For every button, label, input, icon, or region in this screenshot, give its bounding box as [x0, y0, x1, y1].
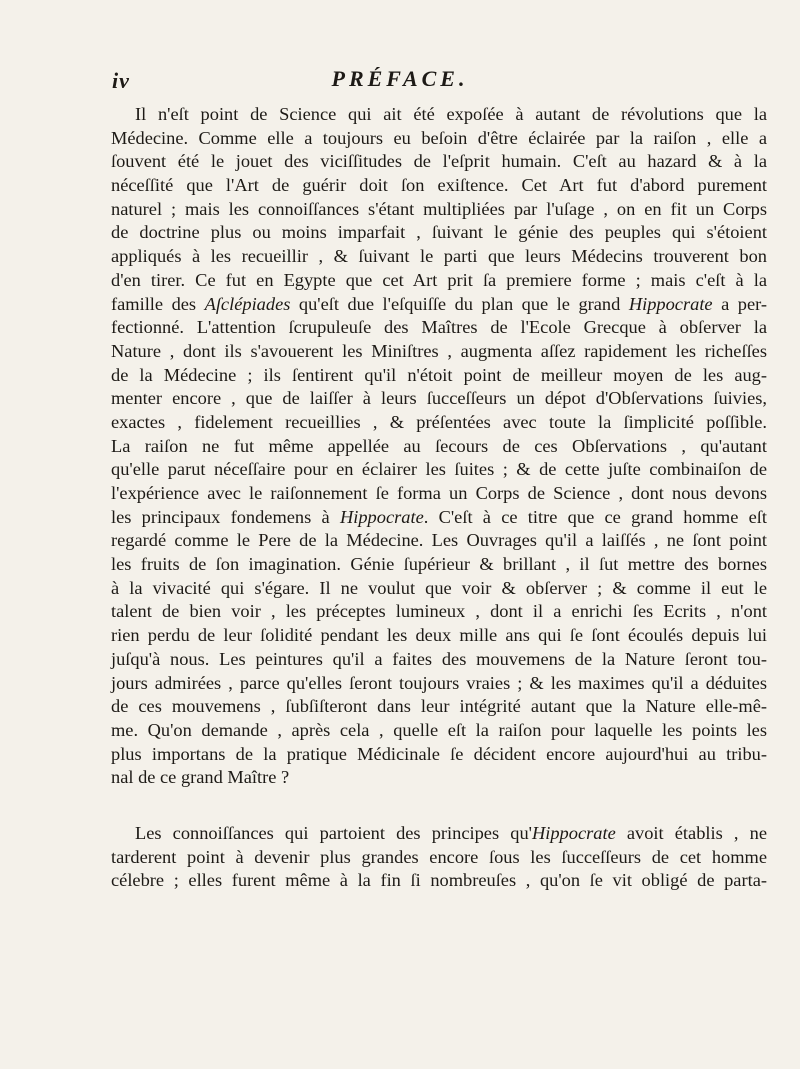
text-line: d'en tirer. Ce fut en Egypte que cet Art prit ſa premiere forme ; mais c'eſt à la: [111, 269, 767, 290]
paragraph: [111, 103, 767, 790]
text-line: les fruits de ſon imagination. Génie ſupérieur & brillant , il ſut mettre des bornes: [111, 554, 767, 575]
page-title: PRÉFACE.: [331, 66, 469, 91]
text-line: Nature , dont ils s'avouerent les Miniſtres , augmenta aſſez rapidement les richeſſes: [111, 340, 767, 361]
text-line: les principaux fondemens à Hippocrate. C'eſt à ce titre que ce grand homme eſt: [111, 506, 767, 527]
text-line: rien perdu de leur ſolidité pendant les deux mille ans qui ſe ſont écoulés depuis lui: [111, 625, 767, 646]
text-line: jours admirées , parce qu'elles ſeront toujours vraies ; & les maximes qu'il a déduites: [111, 672, 767, 693]
text-line: exactes , fidelement recueillies , & préſentées avec toute la ſimplicité poſſible.: [111, 411, 767, 432]
text-line: qu'elle parut néceſſaire pour en éclairer les ſuites ; & de cette juſte combinaiſon de: [111, 459, 767, 480]
text-line: famille des Aſclépiades qu'eſt due l'eſquiſſe du plan que le grand Hippocrate a per-: [111, 293, 767, 314]
page-header: [0, 58, 800, 98]
body-text: [111, 103, 767, 893]
text-line: Les connoiſſances qui partoient des principes qu'Hippocrate avoit établis , ne: [135, 822, 768, 843]
text-line: naturel ; mais les connoiſſances s'étant multipliées par l'uſage , on en fit un Corps: [111, 198, 767, 219]
text-line: Médecine. Comme elle a toujours eu beſoin d'être éclairée par la raiſon , elle a: [111, 127, 767, 148]
text-line: Il n'eſt point de Science qui ait été expoſée à autant de révolutions que la: [135, 104, 767, 124]
text-line: appliqués à les recueillir , & ſuivant le parti que leurs Médecins trouverent bon: [111, 246, 767, 267]
text-line: de la Médecine ; ils ſentirent qu'il n'étoit point de meilleur moyen de les aug-: [111, 364, 767, 385]
text-line: talent de bien voir , les préceptes lumineux , dont il a enrichi ſes Ecrits , n'ont: [111, 601, 767, 622]
page-number: iv: [112, 68, 130, 93]
text-line: La raiſon ne fut même appellée au ſecours de ces Obſervations , qu'autant: [111, 435, 767, 456]
text-line: juſqu'à nous. Les peintures qu'il a faites des mouvemens de la Nature ſeront tou-: [111, 648, 767, 669]
text-line: plus importans de la pratique Médicinale ſe décident encore aujourd'hui au tribu-: [111, 743, 767, 764]
text-line: me. Qu'on demande , après cela , quelle eſt la raiſon pour laquelle les points les: [111, 719, 767, 740]
paragraph: [111, 822, 767, 893]
text-line: de doctrine plus ou moins imparfait , ſuivant le génie des peuples qui s'étoient: [111, 222, 767, 243]
text-line: l'expérience avec le raiſonnement ſe forma un Corps de Science , dont nous devons: [111, 483, 767, 503]
text-line: menter encore , que de laiſſer à leurs ſucceſſeurs un dépot d'Obſervations ſuivies,: [111, 388, 767, 409]
text-line: de ces mouvemens , ſubſiſteront dans leur intégrité autant que la Nature elle-mê-: [111, 696, 767, 717]
text-line: à la vivacité qui s'égare. Il ne voulut que voir & obſerver ; & comme il eut le: [111, 577, 767, 598]
text-line: regardé comme le Pere de la Médecine. Les Ouvrages qu'il a laiſſés , ne ſont point: [111, 530, 767, 551]
text-line: ſouvent été le jouet des viciſſitudes de l'eſprit humain. C'eſt au hazard & à la: [111, 151, 767, 172]
paragraph-gap: [111, 790, 767, 822]
text-line: fectionné. L'attention ſcrupuleuſe des Maîtres de l'Ecole Grecque à obſerver la: [111, 317, 767, 338]
text-line: nal de ce grand Maître ?: [111, 767, 290, 788]
text-line: tarderent point à devenir plus grandes encore ſous les ſucceſſeurs de cet homme: [111, 846, 767, 867]
text-line: célebre ; elles furent même à la fin ſi nombreuſes , qu'on ſe vit obligé de parta-: [111, 870, 767, 891]
text-line: néceſſité que l'Art de guérir doit ſon exiſtence. Cet Art fut d'abord purement: [111, 175, 767, 196]
